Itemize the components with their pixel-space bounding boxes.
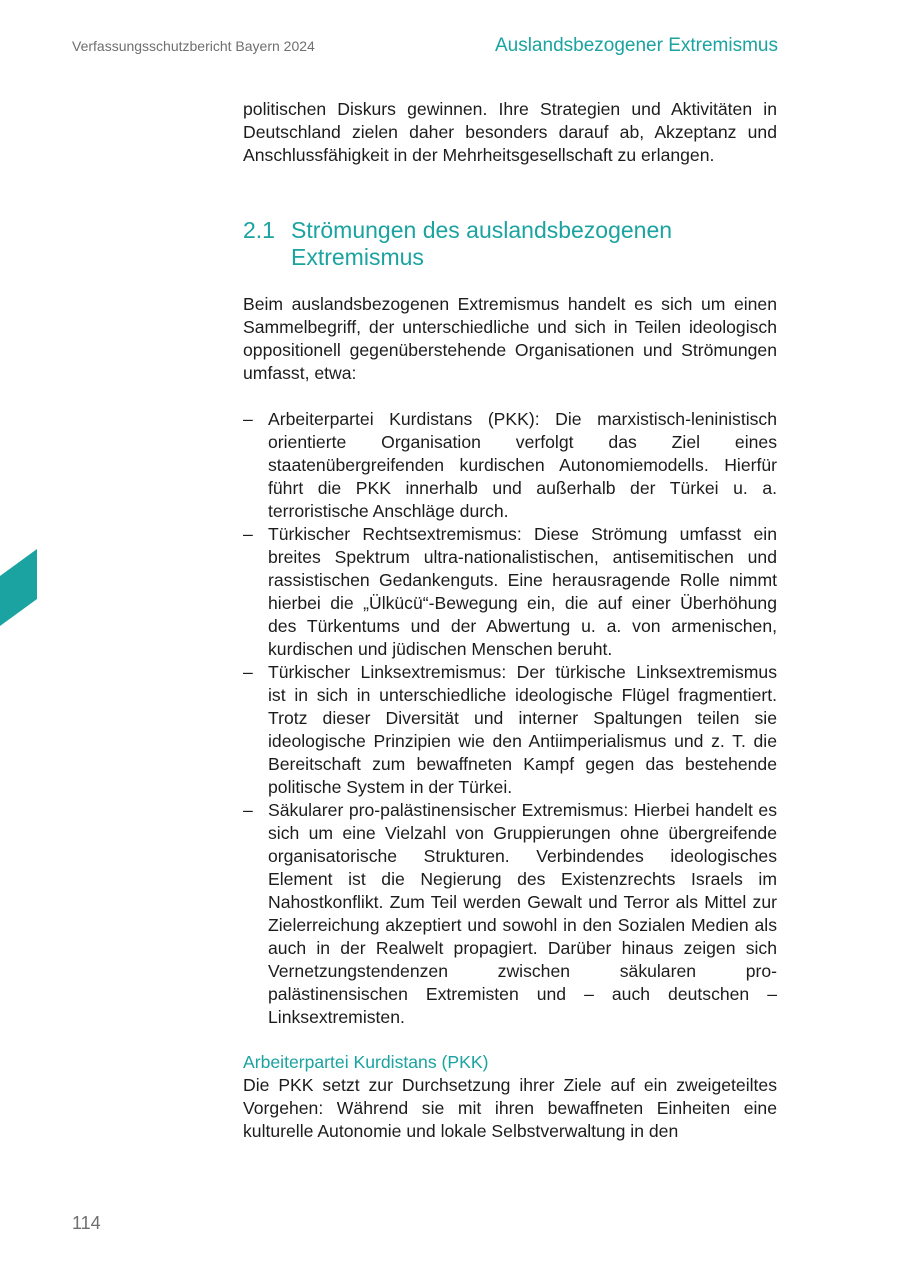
list-item-turkish-right-wing bbox=[243, 523, 777, 661]
dash-bullet: – bbox=[243, 409, 253, 429]
running-header-section-title: Auslandsbezogener Extremismus bbox=[494, 35, 778, 56]
running-header-publication-title: Verfassungsschutzbericht Bayern 2024 bbox=[72, 38, 315, 54]
list-item-text: Türkischer Linksextremismus: Der türkische Linksextremismus ist in sich in unterschiedliche ideologische Flügel fragmentiert. Trotz dieser Diversität und interner Spaltungen teilen sie ideologische Prinzipien wie den Antiimperialismus und z. T. die Bereitschaft zum bewaffneten Kampf gegen das bestehende politische System in der Türkei. bbox=[268, 662, 777, 797]
page-number: 114 bbox=[72, 1213, 101, 1233]
subsection-paragraph: Die PKK setzt zur Durchsetzung ihrer Ziele auf ein zweigeteiltes Vorgehen: Während sie mit ihren bewaffneten Einheiten eine kulturelle Autonomie und lokale Selbstverwaltung in den bbox=[243, 1075, 777, 1141]
subsection-heading: Arbeiterpartei Kurdistans (PKK) bbox=[243, 1052, 489, 1072]
list-item-turkish-left-wing bbox=[243, 661, 777, 799]
extremism-currents-list bbox=[243, 408, 777, 1029]
dash-bullet: – bbox=[243, 800, 253, 820]
section-heading bbox=[243, 217, 777, 271]
section-lead-paragraph: Beim auslandsbezogenen Extremismus handelt es sich um einen Sammelbegriff, der unterschiedliche und sich in Teilen ideologisch oppositionell gegenüberstehende Organisationen und Strömungen umfasst, etwa: bbox=[243, 294, 777, 383]
section-title: Strömungen des auslandsbezogenen Extremismus bbox=[291, 217, 673, 270]
dash-bullet: – bbox=[243, 662, 253, 682]
list-item-pkk bbox=[243, 408, 777, 523]
list-item-text: Türkischer Rechtsextremismus: Diese Strömung umfasst ein breites Spektrum ultra-nationalistischen, antisemitischen und rassistischen Gedankenguts. Eine herausragende Rolle nimmt hierbei die „Ülkücü“-Bewegung ein, die auf einer Überhöhung des Türkentums und der Abwertung u. a. von armenischen, kurdischen und jüdischen Menschen beruht. bbox=[268, 524, 777, 659]
chapter-tab-shape bbox=[0, 549, 37, 626]
list-item-text: Arbeiterpartei Kurdistans (PKK): Die marxistisch-leninistisch orientierte Organisation verfolgt das Ziel eines staatenübergreifenden kurdischen Autonomiemodells. Hierfür führt die PKK innerhalb und außerhalb der Türkei u. a. terroristische Anschläge durch. bbox=[268, 409, 777, 521]
section-number: 2.1 bbox=[243, 217, 275, 243]
intro-paragraph: politischen Diskurs gewinnen. Ihre Strategien und Aktivitäten in Deutschland zielen daher besonders darauf ab, Akzeptanz und Anschlussfähigkeit in der Mehrheitsgesellschaft zu erlangen. bbox=[243, 99, 777, 165]
chapter-tab-marker bbox=[0, 549, 37, 626]
list-item-text: Säkularer pro-palästinensischer Extremismus: Hierbei handelt es sich um eine Vielzahl von Gruppierungen ohne übergreifende organisatorische Strukturen. Verbindendes ideologisches Element ist die Negierung des Existenzrechts Israels im Nahostkonflikt. Zum Teil werden Gewalt und Terror als Mittel zur Zielerreichung akzeptiert und sowohl in den Sozialen Medien als auch in der Realwelt propagiert. Darüber hinaus zeigen sich Vernetzungstendenzen zwischen säkularen pro-palästinensischen Extremisten und – auch deutschen – Linksextremisten. bbox=[268, 800, 777, 1027]
list-item-pro-palestinian bbox=[243, 799, 777, 1029]
page-content bbox=[243, 98, 777, 1143]
dash-bullet: – bbox=[243, 524, 253, 544]
